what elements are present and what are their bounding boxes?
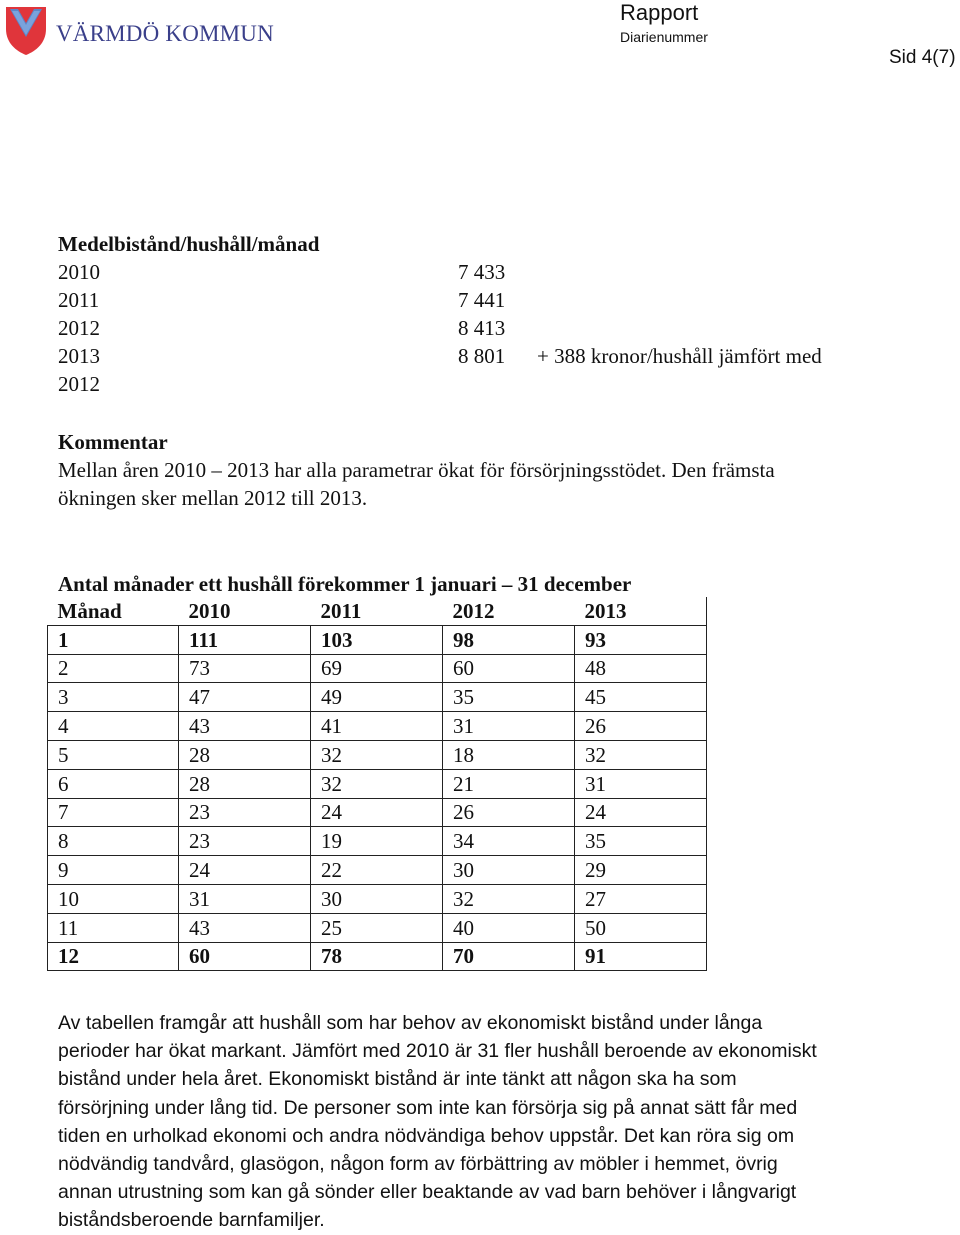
- value-cell: 98: [443, 625, 575, 654]
- org-name: VÄRMDÖ KOMMUN: [56, 21, 274, 46]
- column-header: 2011: [311, 597, 443, 625]
- value-cell: 30: [311, 884, 443, 913]
- value-cell: 41: [311, 712, 443, 741]
- crest-icon: [4, 5, 48, 57]
- avg-year: 2011: [58, 288, 100, 312]
- avg-note-continuation: 2012: [58, 372, 100, 396]
- value-cell: 32: [311, 769, 443, 798]
- conclusion-paragraph: [58, 1009, 938, 1235]
- municipality-logo: [4, 5, 274, 57]
- value-cell: 27: [575, 884, 707, 913]
- comment-title: Kommentar: [58, 430, 168, 454]
- value-cell: 32: [311, 740, 443, 769]
- column-header: 2013: [575, 597, 707, 625]
- value-cell: 25: [311, 913, 443, 942]
- month-cell: 11: [48, 913, 179, 942]
- months-table: [47, 597, 707, 971]
- value-cell: 50: [575, 913, 707, 942]
- value-cell: 29: [575, 856, 707, 885]
- table-row: [48, 798, 707, 827]
- paragraph-line: försörjning under lång tid. De personer som inte kan försörja sig på annat sätt får med: [58, 1096, 798, 1119]
- value-cell: 24: [311, 798, 443, 827]
- value-cell: 70: [443, 942, 575, 971]
- paragraph-line: tiden en urholkad ekonomi och andra nödvändiga behov uppstår. Det kan röra sig om: [58, 1124, 795, 1147]
- value-cell: 43: [179, 712, 311, 741]
- value-cell: 34: [443, 827, 575, 856]
- value-cell: 31: [575, 769, 707, 798]
- table-row: [48, 683, 707, 712]
- value-cell: 24: [179, 856, 311, 885]
- table-row: [48, 884, 707, 913]
- value-cell: 23: [179, 798, 311, 827]
- value-cell: 26: [443, 798, 575, 827]
- table-caption: Antal månader ett hushåll förekommer 1 januari – 31 december: [58, 572, 632, 596]
- paragraph-line: bistånd under hela året. Ekonomiskt bistånd är inte tänkt att någon ska ha som: [58, 1068, 737, 1091]
- value-cell: 49: [311, 683, 443, 712]
- value-cell: 32: [443, 884, 575, 913]
- page-number: Sid 4(7): [889, 47, 956, 68]
- value-cell: 40: [443, 913, 575, 942]
- value-cell: 60: [443, 654, 575, 683]
- value-cell: 93: [575, 625, 707, 654]
- avg-note: + 388 kronor/hushåll jämfört med: [537, 344, 822, 368]
- value-cell: 73: [179, 654, 311, 683]
- column-header: 2012: [443, 597, 575, 625]
- table-row: [48, 856, 707, 885]
- paragraph-line: Av tabellen framgår att hushåll som har behov av ekonomiskt bistånd under långa: [58, 1012, 763, 1034]
- value-cell: 45: [575, 683, 707, 712]
- diarienummer-label: Diarienummer: [620, 29, 708, 45]
- table-row: [48, 769, 707, 798]
- month-cell: 3: [48, 683, 179, 712]
- table-row: [48, 625, 707, 654]
- value-cell: 43: [179, 913, 311, 942]
- value-cell: 28: [179, 769, 311, 798]
- comment-line: Mellan åren 2010 – 2013 har alla parametrar ökat för försörjningsstödet. Den främsta: [58, 458, 775, 482]
- table-header-row: [48, 597, 707, 625]
- value-cell: 21: [443, 769, 575, 798]
- month-cell: 7: [48, 798, 179, 827]
- month-cell: 12: [48, 942, 179, 971]
- avg-year: 2012: [58, 316, 100, 340]
- value-cell: 48: [575, 654, 707, 683]
- avg-year: 2013: [58, 344, 100, 368]
- month-cell: 5: [48, 740, 179, 769]
- month-cell: 8: [48, 827, 179, 856]
- avg-value: 7 433: [458, 260, 506, 284]
- value-cell: 69: [311, 654, 443, 683]
- column-header: Månad: [48, 597, 179, 625]
- value-cell: 23: [179, 827, 311, 856]
- value-cell: 91: [575, 942, 707, 971]
- avg-value: 7 441: [458, 288, 506, 312]
- column-header: 2010: [179, 597, 311, 625]
- paragraph-line: annan utrustning som kan gå sönder eller beaktande av vad barn behöver i långvarigt: [58, 1181, 797, 1204]
- paragraph-line: perioder har ökat markant. Jämfört med 2010 är 31 fler hushåll beroende av ekonomiskt: [58, 1040, 817, 1063]
- value-cell: 31: [443, 712, 575, 741]
- value-cell: 22: [311, 856, 443, 885]
- table-row: [48, 712, 707, 741]
- month-cell: 6: [48, 769, 179, 798]
- table-row: [48, 740, 707, 769]
- avg-value: 8 801: [458, 344, 506, 368]
- value-cell: 24: [575, 798, 707, 827]
- section-title: Medelbistånd/hushåll/månad: [58, 232, 320, 256]
- value-cell: 47: [179, 683, 311, 712]
- value-cell: 28: [179, 740, 311, 769]
- table-row: [48, 827, 707, 856]
- value-cell: 18: [443, 740, 575, 769]
- avg-value: 8 413: [458, 316, 506, 340]
- value-cell: 35: [575, 827, 707, 856]
- paragraph-line: nödvändig tandvård, glasögon, någon form av förbättring av möbler i hemmet, övrig: [58, 1153, 778, 1176]
- value-cell: 111: [179, 625, 311, 654]
- value-cell: 78: [311, 942, 443, 971]
- value-cell: 32: [575, 740, 707, 769]
- table-row: [48, 654, 707, 683]
- table-row: [48, 942, 707, 971]
- value-cell: 35: [443, 683, 575, 712]
- paragraph-line: biståndsberoende barnfamiljer.: [58, 1209, 325, 1232]
- value-cell: 19: [311, 827, 443, 856]
- month-cell: 9: [48, 856, 179, 885]
- doc-type: Rapport: [620, 0, 699, 25]
- month-cell: 10: [48, 884, 179, 913]
- avg-year: 2010: [58, 260, 100, 284]
- value-cell: 60: [179, 942, 311, 971]
- value-cell: 26: [575, 712, 707, 741]
- value-cell: 103: [311, 625, 443, 654]
- comment-line: ökningen sker mellan 2012 till 2013.: [58, 486, 368, 510]
- value-cell: 31: [179, 884, 311, 913]
- value-cell: 30: [443, 856, 575, 885]
- month-cell: 4: [48, 712, 179, 741]
- table-row: [48, 913, 707, 942]
- month-cell: 2: [48, 654, 179, 683]
- month-cell: 1: [48, 625, 179, 654]
